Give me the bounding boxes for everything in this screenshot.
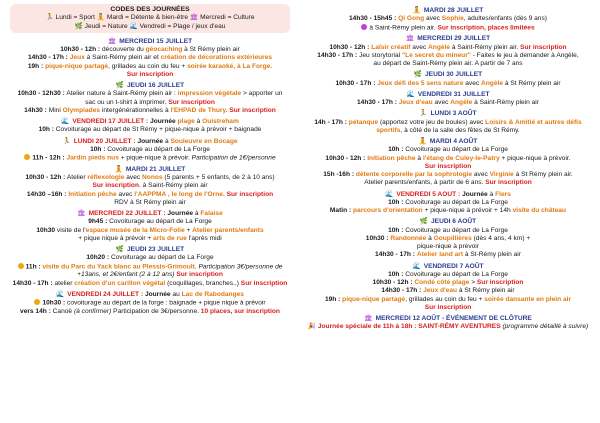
day-heading: 🧘 MARDI 21 JUILLET [114,165,186,173]
wave-icon: 🌊 [412,262,421,270]
activity-line: 10h20 : Covoiturage au départ de La Forge [86,254,214,262]
museum-icon: 🏛 [107,37,117,45]
activity-line: 10h : Covoiturage au départ de La Forge [388,270,508,278]
codes-title: CODES DES JOURNÉES [110,6,190,13]
activity-line: 10h30 - 12h30 : Atelier nature à Saint-Rémy plein air : impression végétale > apporter un [17,90,283,98]
activity-line: RDV à St Rémy plein air [114,198,186,206]
activity-line: 10h30 visite de l'espace musée de la Micro-Folie + Atelier parents/enfants [36,226,264,234]
activity-line: sac ou un t-shirt à imprimer. Sur inscription [85,98,215,106]
activity-line: sportifs, à côté de la salle des fêtes de St Rémy. [376,126,520,134]
circle-icon [361,24,367,30]
museum-icon: 🏛 [405,35,415,43]
registration-note: Sur inscription [126,70,174,78]
activity-line: 14h30 - 17h : Jeux d'eau à St Rémy plein air [381,287,515,295]
activity-line: 19h : pique-nique partagé, grillades au coin du feu + soirée dansante en plein air [324,295,572,303]
activity-line: Matin : parcours d'orientation + pique-nique à prévoir + 14h visite du château [329,207,567,214]
activity-line: 14h30 : Mini Olympiades intergénérationnelles à l'EHPAD de Thury. Sur inscription [24,106,276,114]
activity-line: 10h : Covoiturage au départ de La Forge [90,145,210,153]
activity-line: au départ de Saint-Rémy plein air. A partir de 7 ans [373,60,523,67]
day-heading: 🌿 JEUDI 16 JUILLET [115,82,185,89]
leaf-icon: 🌿 [419,218,429,226]
wave-icon: 🌊 [129,22,138,30]
activity-line: 10h : Covoiturage au départ de La Forge [388,146,508,154]
running-icon: 🏃 [45,14,54,22]
activity-line: 10h30 - 12h : Condé côté plage > Sur inscription [372,279,524,286]
activity-line: Sur inscription. à Saint-Rémy plein air [92,182,208,190]
left-column [4,4,296,316]
right-column [302,4,594,332]
day-heading: 🌊 VENDREDI 7 AOÛT [412,262,484,270]
leaf-icon: 🌿 [74,22,83,30]
day-heading: 🏛 MERCREDI 12 AOÛT - ÉVÉNEMENT DE CLÔTURE [364,315,532,322]
activity-line: 🎉 Journée spéciale de 11h à 18h : SAINT-RÉMY AVENTURES (programme détaillé à suivre) [307,323,589,331]
day-heading: 🌊 VENDREDI 17 JUILLET : Journée plage à Ouistreham [61,118,239,125]
day-heading: 🌿 JEUDI 30 JUILLET [413,71,483,79]
leaf-icon: 🌿 [115,82,125,89]
museum-icon: 🏛 [189,14,199,22]
codes-line-2: 🌿 Jeudi = Nature 🌊 Vendredi = Plage / jeux d'eau [74,22,226,30]
activity-line: 14h30 - 17h : atelier création d'un carillon végétal (coquillages, branches..) Sur inscription [12,279,288,287]
activity-line: pique-nique à prévoir [417,243,479,250]
day-codes-box [10,4,290,33]
activity-line: vers 14h : Canoë (à confirmer) Participation de 3€/personne. 10 places, sur inscription [20,307,280,315]
meditation-icon: 🧘 [412,7,421,14]
activity-line: 14h30 - 17h : Jeux à Saint-Rémy plein air et création de décorations extérieures [27,54,273,62]
sun-icon [18,263,24,269]
day-heading: 🏃 LUNDI 20 JUILLET : Journée à Souleuvre en Bocage [62,137,238,145]
activity-line: 10h : Covoiturage au départ de La Forge [388,226,508,234]
day-heading: 🏛 MERCREDI 22 JUILLET : Journée à Falaise [77,210,223,217]
running-icon: 🏃 [419,110,428,118]
activity-line: + pique nique à prévoir + arts de rue l'après midi [78,234,222,242]
museum-icon: 🏛 [77,210,86,217]
activity-line: 10h30 - 12h : Atelier réflexologie avec Nonos (5 parents + 5 enfants, de 2 à 10 ans) [25,174,275,181]
activity-line: 11h : visite du Parc du Yack blanc au Plessis-Grimoult. Participation 3€/personne de [4,263,296,272]
activity-line: 14h30 - 17h : Jeux d'eau avec Angèle à Saint-Rémy plein air [357,99,539,106]
codes-line-1: 🏃 Lundi = Sport 🧘 Mardi = Détente & bien-être 🏛 Mercredi = Culture [45,14,255,22]
wave-icon: 🌊 [385,190,394,198]
activity-line: 10h : Covoiturage au départ de La Forge [388,198,508,206]
sun-icon [24,154,30,160]
wave-icon: 🌊 [61,118,70,125]
party-popper-icon: 🎉 [307,323,317,331]
day-heading: 🧘 MARDI 28 JUILLET [412,7,484,14]
day-heading: 🌊 VENDREDI 5 AOUT : Journée à Flers [385,190,511,198]
registration-note: Sur inscription [424,303,472,311]
activity-line: 15h -16h : détente corporelle par la sophrologie avec Virginie à St Rémy plein air. [323,171,573,178]
leaf-icon: 🌿 [413,71,423,79]
meditation-icon: 🧘 [418,138,427,145]
day-heading: 🌊 VENDREDI 31 JUILLET [406,90,490,98]
activity-line: 14h30 - 15h45 : Qi Gong avec Sophie, adultes/enfants (dès 9 ans) [349,15,547,23]
activity-line: 11h - 12h : Jardin pieds nus + pique-nique à prévoir. Participation de 1€/personne [4,154,296,163]
day-heading: 🌿 JEUDI 23 JUILLET [115,246,185,253]
activity-line: 14h30 –16h : Initiation pêche avec l'AAPPMA , le long de l'Orne. Sur inscription [26,190,274,198]
meditation-icon: 🧘 [96,14,106,22]
activity-line: 9h45 : Covoiturage au départ de La Forge [88,218,212,226]
activity-line: +13ans, et 2€/enfant (2 à 12 ans) Sur inscription [77,271,223,279]
day-heading: 🏛 MERCREDI 29 JUILLET [405,35,491,43]
activity-line: 19h : pique-nique partagé, grillades au coin du feu + soirée karaoké, à La Forge. [27,62,273,70]
wave-icon: 🌊 [56,290,65,298]
day-heading: 🏛 MERCREDI 15 JUILLET [107,37,193,45]
day-heading: 🌊 VENDREDI 24 JUILLET : Journée au Lac de Rabodanges [56,290,244,298]
activity-line: 10h30 - 17h : Jeux défi des 5 sens nature avec Angèle à St Rémy plein air [335,79,561,87]
activity-line: à Saint-Rémy plein air. Sur inscription, places limitées [302,24,594,33]
registration-note: Sur inscription [424,162,472,170]
sun-icon [34,299,40,305]
running-icon: 🏃 [62,137,71,145]
day-heading: 🧘 MARDI 4 AOÛT [418,138,478,145]
activity-line: 10h30 - 12h : Laïsir créatif avec Angèle à Saint-Rémy plein air. Sur inscription [329,43,567,51]
activity-line: 10h : Covoiturage au départ de St Rémy + pique-nique à prévoir + baignade [38,126,262,134]
day-heading: 🏃 LUNDI 3 AOÛT [419,110,477,118]
activity-line: 10h30 : covoiturage au départ de la forge : baignade + pique nique à prévoir [4,299,296,308]
wave-icon: 🌊 [406,90,415,98]
leaf-icon: 🌿 [115,246,125,253]
activity-line: 10h30 - 12h : découverte du géocaching à St Rémy plein air [60,46,240,53]
activity-line: 14h30 - 17h : Jeu storytorial "Le secret du mineur" - Faites le jeu à demander à Angèle, [317,51,579,59]
activity-line: 14h - 17h : pétanque (apportez votre jeu de boules) avec Loisirs & Amitié et autres défis [314,118,582,126]
museum-icon: 🏛 [364,315,373,322]
day-heading: 🌿 JEUDI 6 AOÛT [419,218,477,226]
activity-line: Atelier parents/enfants, à partir de 6 ans. Sur inscription [364,179,532,187]
activity-line: 10h30 - 12h : Initiation pêche à l'étang de Culey-le-Patry + pique-nique à prévoir. [325,154,571,162]
activity-line: 10h30 : Randonnée à Goupillières (dès 4 ans, 4 km) + [365,234,531,242]
meditation-icon: 🧘 [114,165,123,173]
activity-line: 14h30 - 17h : Atelier land art à St-Rémy plein air [375,251,521,259]
